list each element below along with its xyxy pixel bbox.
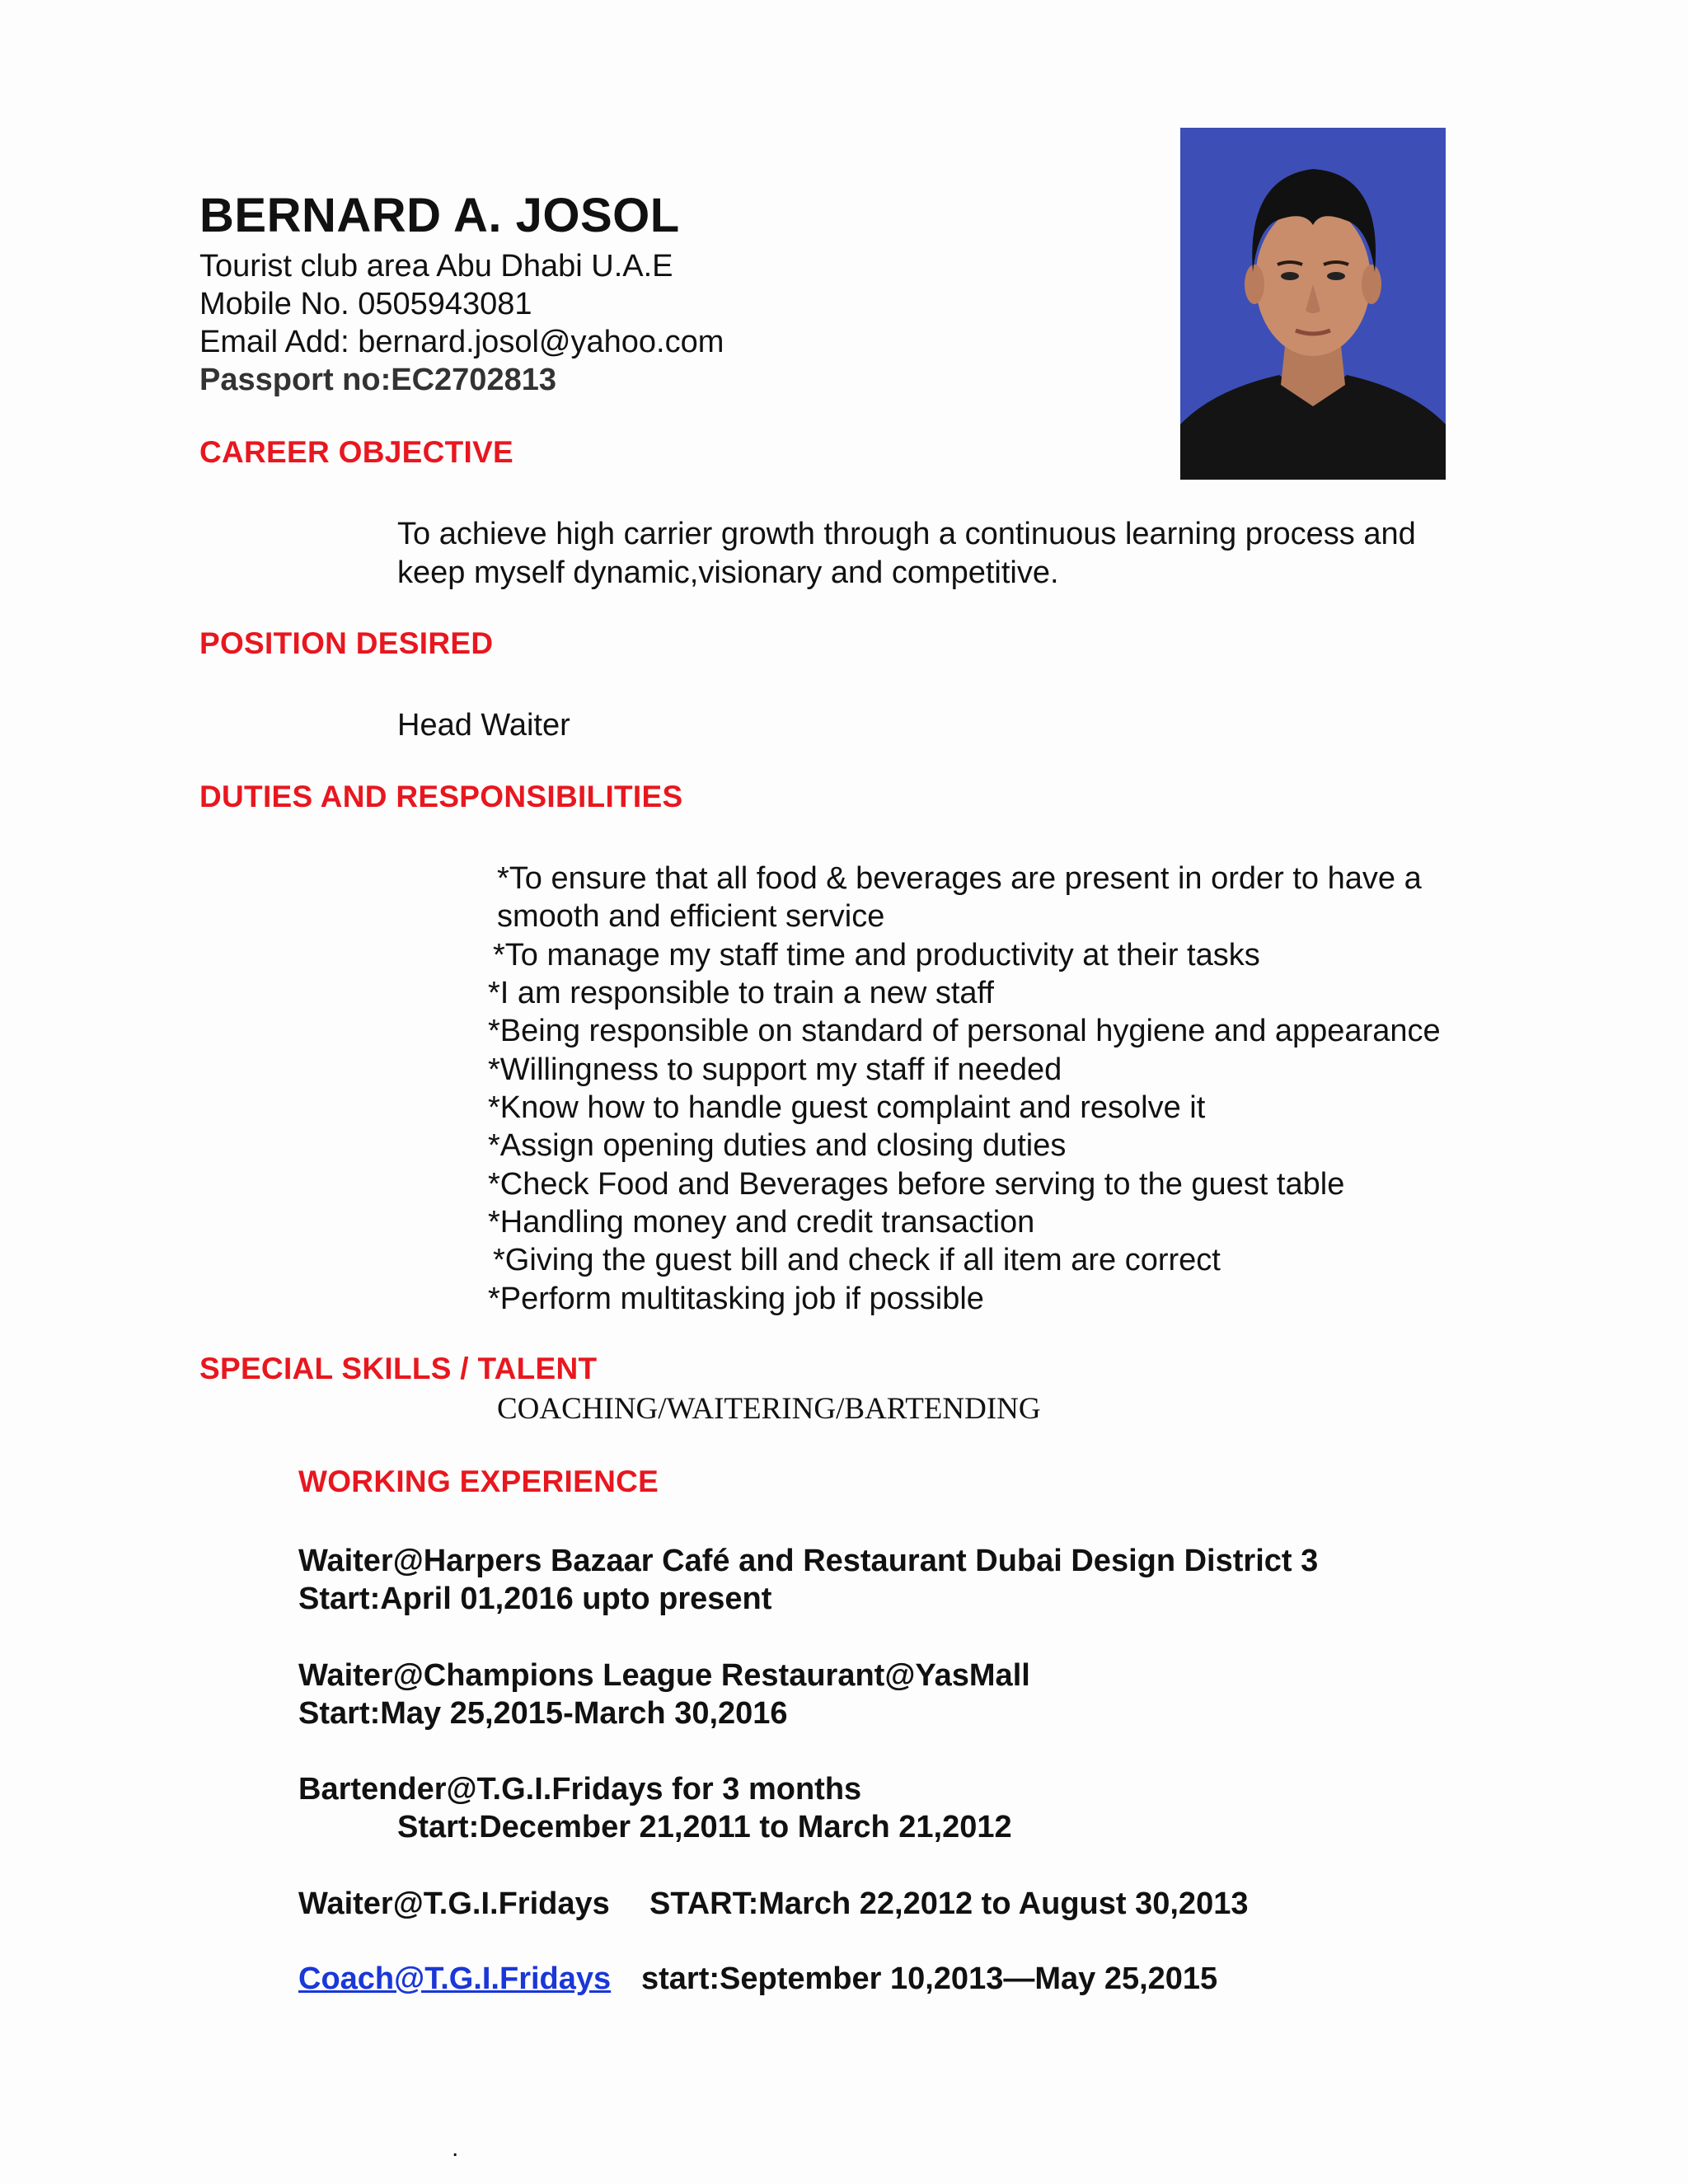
duty-item: *Assign opening duties and closing duties (488, 1128, 1067, 1163)
address: Tourist club area Abu Dhabi U.A.E (199, 249, 673, 284)
job-period: start:September 10,2013—May 25,2015 (641, 1961, 1218, 1996)
duty-item: *To ensure that all food & beverages are present in order to have a (497, 861, 1422, 896)
duty-item: *Check Food and Beverages before serving to the guest table (488, 1167, 1345, 1202)
job-title: Waiter@Harpers Bazaar Café and Restaurant Dubai Design District 3 (298, 1544, 1319, 1578)
applicant-photo (1180, 128, 1446, 480)
job-title: Waiter@T.G.I.Fridays (298, 1886, 610, 1921)
duties-heading: DUTIES AND RESPONSIBILITIES (199, 780, 683, 813)
passport-number: Passport no:EC2702813 (199, 363, 556, 397)
footer-mark: . (452, 2135, 459, 2162)
skills-heading: SPECIAL SKILLS / TALENT (199, 1352, 598, 1385)
duty-item: *Willingness to support my staff if needed (488, 1052, 1062, 1087)
duty-item: smooth and efficient service (497, 899, 885, 934)
mobile-number: Mobile No. 0505943081 (199, 287, 532, 321)
duty-item: *Giving the guest bill and check if all item are correct (493, 1243, 1221, 1277)
job-title: Waiter@Champions League Restaurant@YasMall (298, 1658, 1030, 1693)
job-period: Start:December 21,2011 to March 21,2012 (397, 1810, 1012, 1844)
job-period: Start:May 25,2015-March 30,2016 (298, 1696, 788, 1731)
applicant-name: BERNARD A. JOSOL (199, 189, 680, 242)
job-title: Bartender@T.G.I.Fridays for 3 months (298, 1772, 862, 1807)
duty-item: *Know how to handle guest complaint and resolve it (488, 1090, 1206, 1125)
experience-heading: WORKING EXPERIENCE (298, 1465, 659, 1498)
career-objective-heading: CAREER OBJECTIVE (199, 435, 514, 469)
duty-item: *I am responsible to train a new staff (488, 976, 994, 1010)
duty-item: *Handling money and credit transaction (488, 1205, 1035, 1240)
career-objective-line: To achieve high carrier growth through a continuous learning process and (397, 517, 1416, 551)
position-desired-value: Head Waiter (397, 708, 570, 743)
skills-value: COACHING/WAITERING/BARTENDING (497, 1392, 1041, 1426)
position-desired-heading: POSITION DESIRED (199, 626, 494, 660)
email-address: Email Add: bernard.josol@yahoo.com (199, 325, 724, 359)
duty-item: *Being responsible on standard of personal hygiene and appearance (488, 1014, 1441, 1048)
coach-link[interactable]: Coach@T.G.I.Fridays (298, 1961, 612, 1996)
job-period: Start:April 01,2016 upto present (298, 1582, 772, 1616)
duty-item: *Perform multitasking job if possible (488, 1282, 984, 1316)
job-period: START:March 22,2012 to August 30,2013 (649, 1886, 1249, 1921)
career-objective-line: keep myself dynamic,visionary and competitive. (397, 555, 1059, 590)
duty-item: *To manage my staff time and productivity at their tasks (493, 938, 1260, 972)
